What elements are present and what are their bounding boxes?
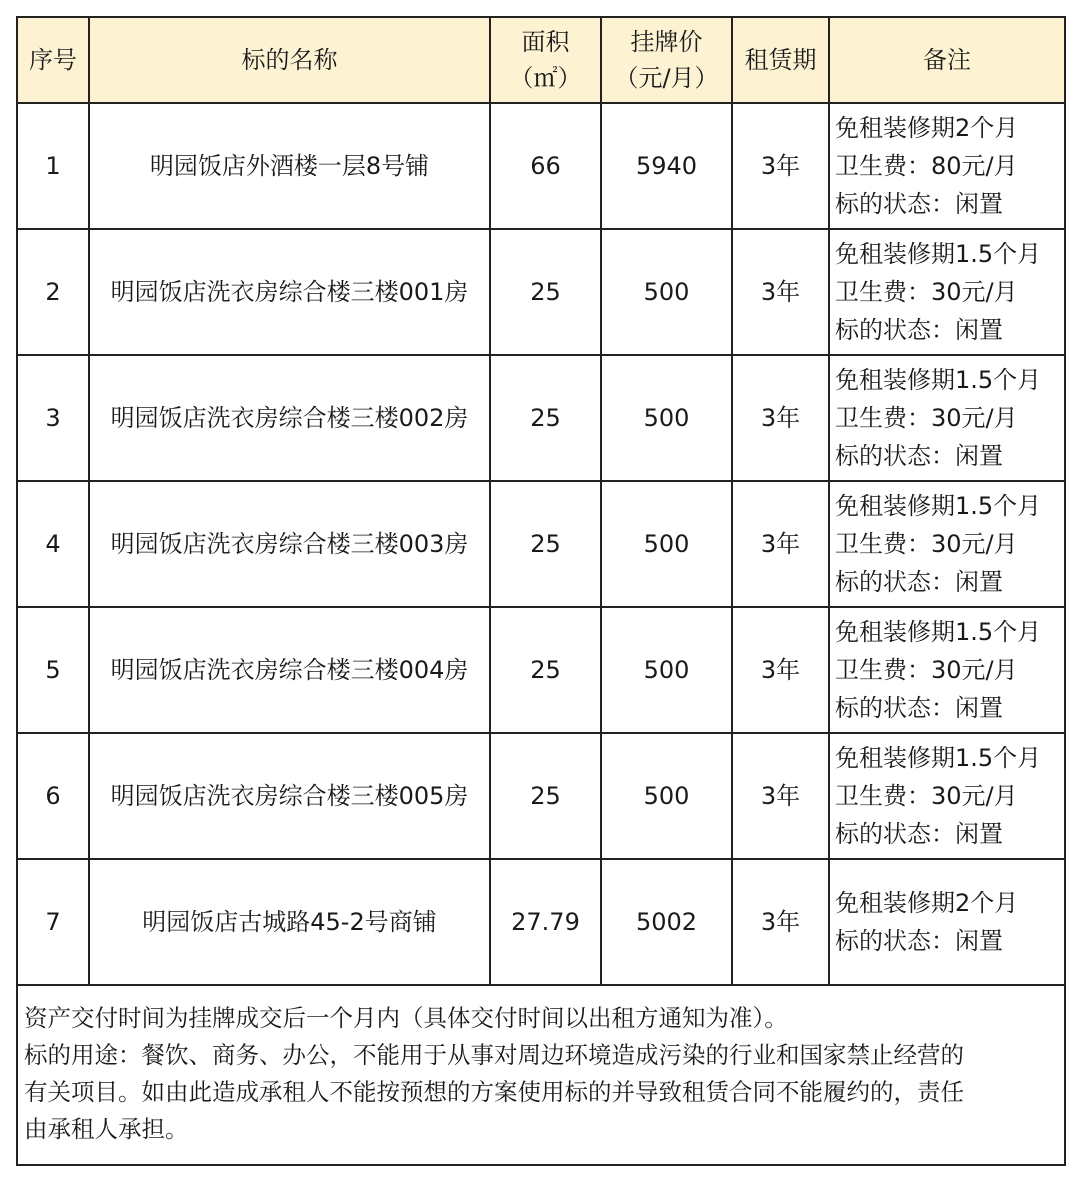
footer-line: 有关项目。如由此造成承租人不能按预想的方案使用标的并导致租赁合同不能履约的，责任 (24, 1078, 964, 1106)
table-row (17, 859, 1065, 985)
cell-price: 500 (601, 733, 732, 859)
note-line: 免租装修期1.5个月 (835, 492, 1042, 520)
cell-area: 66 (490, 103, 601, 229)
col-header-price-line2: （元/月） (614, 64, 719, 92)
table-row (17, 607, 1065, 733)
cell-price: 500 (601, 607, 732, 733)
cell-index: 2 (17, 229, 89, 355)
footer-line: 标的用途：餐饮、商务、办公，不能用于从事对周边环境造成污染的行业和国家禁止经营的 (24, 1041, 964, 1069)
cell-term: 3年 (732, 355, 829, 481)
cell-term: 3年 (732, 859, 829, 985)
cell-notes (829, 229, 1065, 355)
footer-row (17, 985, 1065, 1165)
cell-term: 3年 (732, 733, 829, 859)
footer-note (17, 985, 1065, 1165)
note-line: 卫生费：30元/月 (835, 278, 1018, 306)
col-header-index: 序号 (17, 17, 89, 103)
cell-price: 5940 (601, 103, 732, 229)
note-line: 卫生费：30元/月 (835, 404, 1018, 432)
footer-line: 资产交付时间为挂牌成交后一个月内（具体交付时间以出租方通知为准）。 (24, 1004, 788, 1032)
note-line: 标的状态：闲置 (835, 190, 1003, 218)
cell-name: 明园饭店洗衣房综合楼三楼004房 (89, 607, 490, 733)
cell-name: 明园饭店古城路45-2号商铺 (89, 859, 490, 985)
cell-name: 明园饭店洗衣房综合楼三楼003房 (89, 481, 490, 607)
col-header-area-line2: （㎡） (509, 64, 582, 92)
table-row (17, 481, 1065, 607)
cell-price: 500 (601, 481, 732, 607)
cell-notes (829, 733, 1065, 859)
footer-line: 由承租人承担。 (24, 1115, 189, 1143)
cell-index: 4 (17, 481, 89, 607)
note-line: 卫生费：80元/月 (835, 152, 1018, 180)
cell-index: 3 (17, 355, 89, 481)
note-line: 卫生费：30元/月 (835, 656, 1018, 684)
table-row (17, 733, 1065, 859)
cell-index: 7 (17, 859, 89, 985)
header-row (17, 17, 1065, 103)
table-body (17, 103, 1065, 985)
table-row (17, 103, 1065, 229)
cell-notes (829, 859, 1065, 985)
note-line: 免租装修期2个月 (835, 114, 1019, 142)
note-line: 免租装修期1.5个月 (835, 240, 1042, 268)
cell-name: 明园饭店洗衣房综合楼三楼001房 (89, 229, 490, 355)
cell-index: 5 (17, 607, 89, 733)
note-line: 标的状态：闲置 (835, 820, 1003, 848)
cell-index: 1 (17, 103, 89, 229)
note-line: 标的状态：闲置 (835, 442, 1003, 470)
cell-notes (829, 355, 1065, 481)
table-row (17, 229, 1065, 355)
cell-notes (829, 103, 1065, 229)
note-line: 免租装修期2个月 (835, 889, 1019, 917)
cell-area: 25 (490, 733, 601, 859)
note-line: 卫生费：30元/月 (835, 530, 1018, 558)
note-line: 卫生费：30元/月 (835, 782, 1018, 810)
cell-area: 27.79 (490, 859, 601, 985)
col-header-area-line1: 面积 (521, 28, 570, 56)
cell-notes (829, 607, 1065, 733)
cell-notes (829, 481, 1065, 607)
note-line: 免租装修期1.5个月 (835, 618, 1042, 646)
cell-area: 25 (490, 607, 601, 733)
cell-area: 25 (490, 229, 601, 355)
col-header-name: 标的名称 (89, 17, 490, 103)
cell-term: 3年 (732, 607, 829, 733)
col-header-notes: 备注 (829, 17, 1065, 103)
cell-price: 500 (601, 229, 732, 355)
col-header-area (490, 17, 601, 103)
cell-area: 25 (490, 355, 601, 481)
cell-price: 5002 (601, 859, 732, 985)
note-line: 免租装修期1.5个月 (835, 744, 1042, 772)
table-row (17, 355, 1065, 481)
cell-name: 明园饭店洗衣房综合楼三楼002房 (89, 355, 490, 481)
note-line: 标的状态：闲置 (835, 694, 1003, 722)
note-line: 标的状态：闲置 (835, 568, 1003, 596)
note-line: 免租装修期1.5个月 (835, 366, 1042, 394)
note-line: 标的状态：闲置 (835, 316, 1003, 344)
cell-name: 明园饭店洗衣房综合楼三楼005房 (89, 733, 490, 859)
cell-name: 明园饭店外酒楼一层8号铺 (89, 103, 490, 229)
cell-area: 25 (490, 481, 601, 607)
cell-price: 500 (601, 355, 732, 481)
cell-term: 3年 (732, 481, 829, 607)
col-header-term: 租赁期 (732, 17, 829, 103)
cell-term: 3年 (732, 229, 829, 355)
note-line: 标的状态：闲置 (835, 927, 1003, 955)
col-header-price (601, 17, 732, 103)
col-header-price-line1: 挂牌价 (630, 28, 703, 56)
cell-index: 6 (17, 733, 89, 859)
cell-term: 3年 (732, 103, 829, 229)
listing-table (16, 16, 1066, 1166)
